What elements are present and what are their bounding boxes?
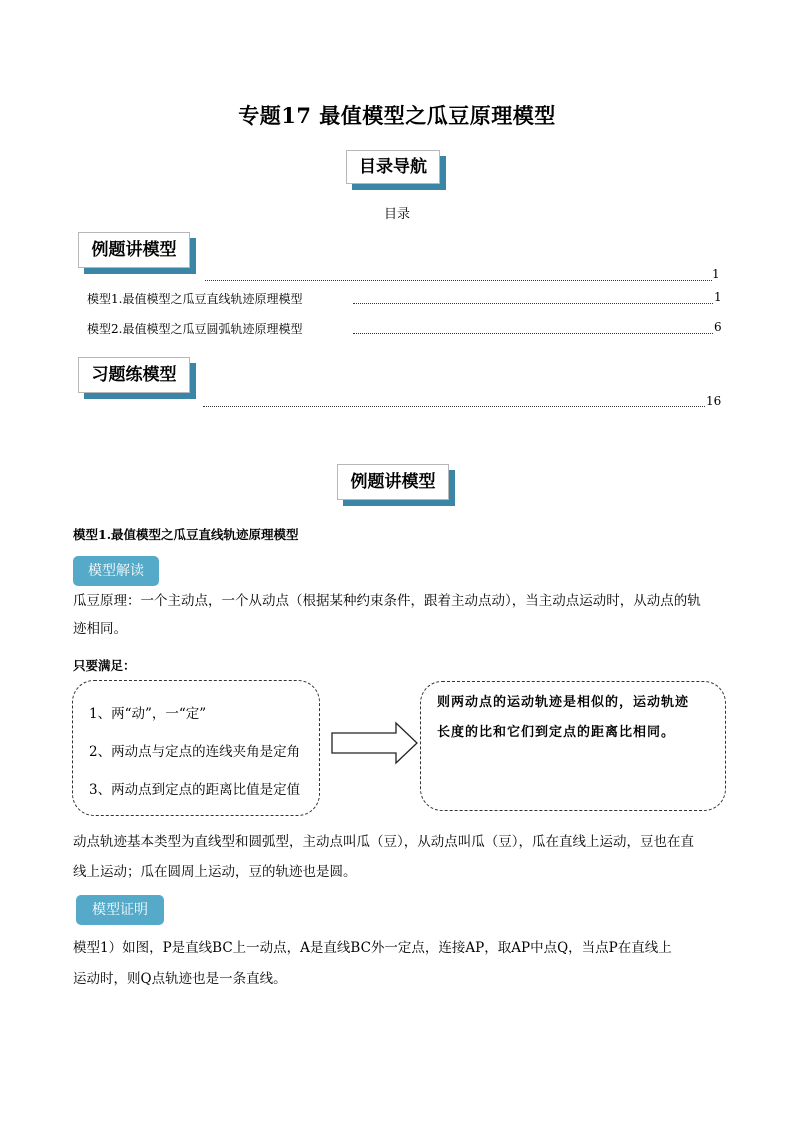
toc-leader [203, 406, 705, 407]
model1-heading: 模型1.最值模型之瓜豆直线轨迹原理模型 [73, 527, 299, 542]
toc-section1-badge[interactable]: 例题讲模型 [78, 232, 190, 268]
conclusion-box [420, 681, 726, 811]
condition-label: 只要满足： [73, 658, 136, 673]
reading-line: 迹相同。 [73, 621, 127, 637]
condition-item: 3、两动点到定点的距离比值是定值 [89, 782, 301, 798]
types-line: 线上运动；瓜在圆周上运动，豆的轨迹也是圆。 [73, 864, 357, 880]
conditions-box [72, 680, 320, 816]
pill-model-reading: 模型解读 [73, 556, 159, 586]
toc-section2-badge[interactable]: 习题练模型 [78, 357, 190, 393]
reading-line: 瓜豆原理：一个主动点，一个从动点（根据某种约束条件，跟着主动点动），当主动点运动时，从动点的轨 [73, 593, 701, 609]
toc-page-number: 16 [706, 394, 722, 408]
proof-line: 模型1）如图，P是直线BC上一动点，A是直线BC外一定点，连接AP，取AP中点Q，当点P在直线上 [73, 940, 672, 956]
page-title: 专题17 最值模型之瓜豆原理模型 [238, 103, 556, 128]
proof-line: 运动时，则Q点轨迹也是一条直线。 [73, 971, 287, 987]
section-header: 例题讲模型 [337, 464, 449, 500]
toc-label: 目录 [383, 207, 410, 222]
toc-leader [205, 280, 712, 281]
right-arrow-icon [330, 721, 420, 765]
toc-leader [353, 303, 713, 304]
toc-item-model1[interactable]: 模型1.最值模型之瓜豆直线轨迹原理模型 [87, 292, 303, 306]
pill-model-proof: 模型证明 [76, 895, 164, 925]
condition-item: 2、两动点与定点的连线夹角是定角 [89, 744, 301, 760]
nav-header: 目录导航 [346, 150, 440, 184]
types-line: 动点轨迹基本类型为直线型和圆弧型，主动点叫瓜（豆），从动点叫瓜（豆），瓜在直线上运动，豆也在直 [73, 834, 694, 850]
toc-page-number: 1 [714, 290, 722, 304]
toc-page-number: 6 [714, 320, 722, 334]
conclusion-line: 长度的比和它们到定点的距离比相同。 [437, 725, 676, 740]
condition-item: 1、两“动”，一“定” [89, 706, 207, 722]
conclusion-line: 则两动点的运动轨迹是相似的，运动轨迹 [437, 695, 690, 710]
toc-page-number: 1 [712, 267, 720, 281]
toc-leader [353, 333, 713, 334]
toc-item-model2[interactable]: 模型2.最值模型之瓜豆圆弧轨迹原理模型 [87, 322, 303, 336]
